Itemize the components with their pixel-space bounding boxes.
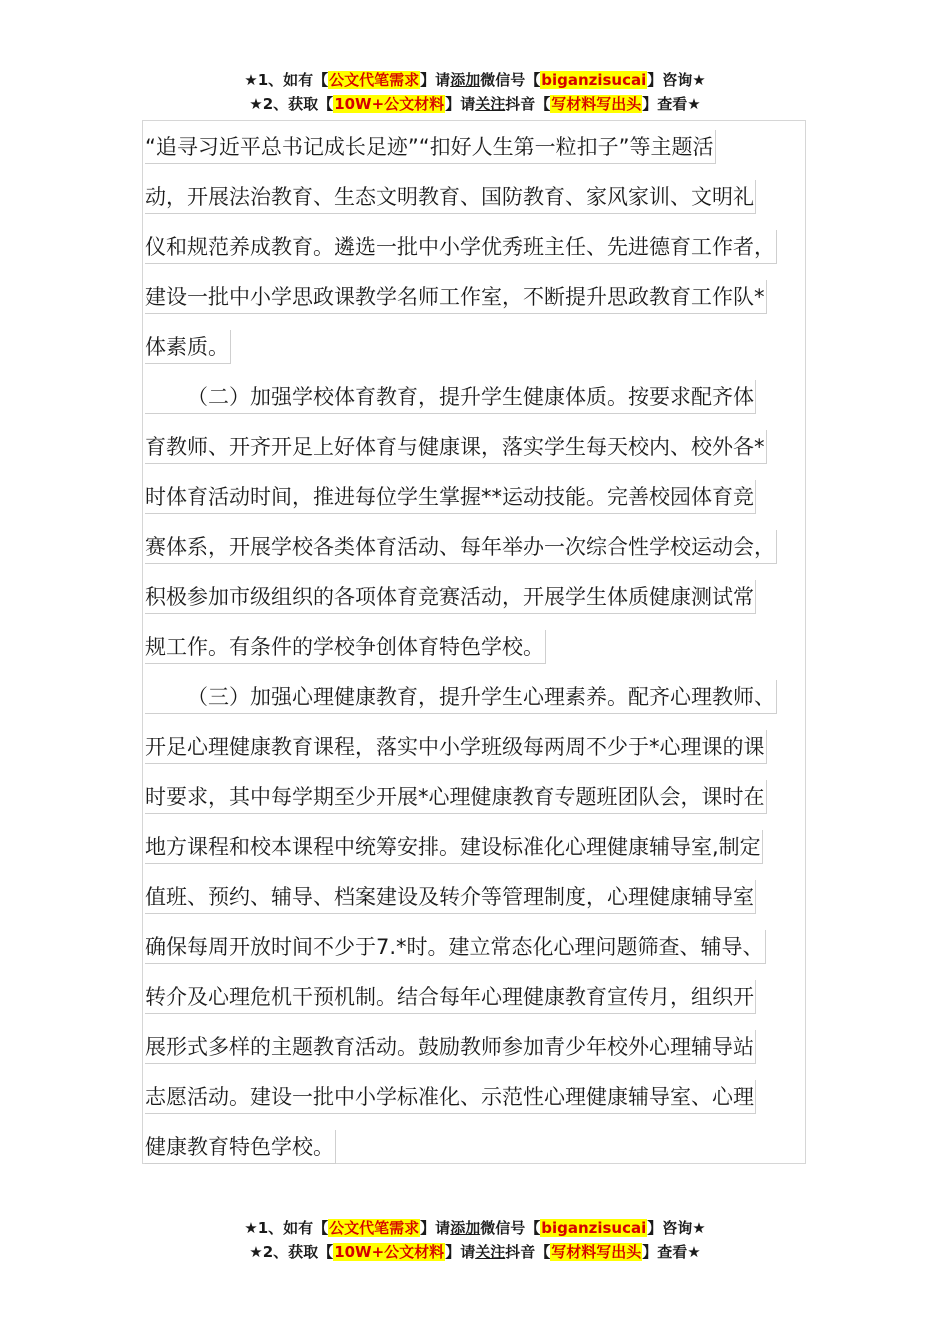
text-line: 展形式多样的主题教育活动。鼓励教师参加青少年校外心理辅导站 xyxy=(145,1030,756,1064)
banner-text: 抖音【 xyxy=(505,1243,551,1261)
text-line: 志愿活动。建设一批中小学标准化、示范性心理健康辅导室、心理 xyxy=(145,1080,756,1114)
text-line: 开足心理健康教育课程，落实中小学班级每两周不少于*心理课的课 xyxy=(145,730,767,764)
banner-text: 抖音【 xyxy=(505,95,551,113)
banner-highlight: 写材料写出头 xyxy=(551,95,642,113)
banner-text: 】请 xyxy=(420,1219,451,1237)
banner-underline: 关注 xyxy=(475,1243,506,1261)
banner-text: 】请 xyxy=(420,71,451,89)
text-line: 动，开展法治教育、生态文明教育、国防教育、家风家训、文明礼 xyxy=(145,180,756,214)
banner-highlight: 10W+公文材料 xyxy=(334,1243,445,1261)
banner-line-2 xyxy=(0,1240,950,1264)
banner-highlight: 公文代笔需求 xyxy=(329,71,420,89)
banner-text: ★2、获取【 xyxy=(249,95,334,113)
banner-text: 】请 xyxy=(445,95,476,113)
banner-line-1 xyxy=(0,1216,950,1240)
text-line: 确保每周开放时间不少于7.*时。建立常态化心理问题筛查、辅导、 xyxy=(145,930,766,964)
banner-highlight: 写材料写出头 xyxy=(551,1243,642,1261)
banner-text: ★2、获取【 xyxy=(249,1243,334,1261)
text-line: 体素质。 xyxy=(145,330,231,364)
top-banner xyxy=(0,68,950,116)
banner-highlight: biganzisucai xyxy=(541,71,647,89)
banner-text: 】查看★ xyxy=(642,95,701,113)
banner-text: 】请 xyxy=(445,1243,476,1261)
text-line: 育教师、开齐开足上好体育与健康课，落实学生每天校内、校外各* xyxy=(145,430,767,464)
text-line: 转介及心理危机干预机制。结合每年心理健康教育宣传月，组织开 xyxy=(145,980,756,1014)
banner-text: 】查看★ xyxy=(642,1243,701,1261)
text-line: 地方课程和校本课程中统筹安排。建设标准化心理健康辅导室,制定 xyxy=(145,830,763,864)
text-line: 健康教育特色学校。 xyxy=(145,1130,336,1164)
text-line: “追寻习近平总书记成长足迹”“扣好人生第一粒扣子”等主题活 xyxy=(145,130,716,164)
bottom-banner xyxy=(0,1216,950,1264)
banner-underline: 添加 xyxy=(450,1219,481,1237)
banner-underline: 添加 xyxy=(450,71,481,89)
text-line: 时要求，其中每学期至少开展*心理健康教育专题班团队会，课时在 xyxy=(145,780,767,814)
text-line: （三）加强心理健康教育，提升学生心理素养。配齐心理教师、 xyxy=(145,680,777,714)
text-line: 建设一批中小学思政课教学名师工作室，不断提升思政教育工作队* xyxy=(145,280,767,314)
text-line: （二）加强学校体育教育，提升学生健康体质。按要求配齐体 xyxy=(145,380,756,414)
text-line: 时体育活动时间，推进每位学生掌握**运动技能。完善校园体育竞 xyxy=(145,480,756,514)
banner-text: 微信号【 xyxy=(480,1219,541,1237)
banner-text: 微信号【 xyxy=(480,71,541,89)
banner-text: 】咨询★ xyxy=(647,1219,706,1237)
banner-text: ★1、如有【 xyxy=(244,1219,329,1237)
text-line: 值班、预约、辅导、档案建设及转介等管理制度，心理健康辅导室 xyxy=(145,880,756,914)
banner-text: ★1、如有【 xyxy=(244,71,329,89)
banner-highlight: 10W+公文材料 xyxy=(334,95,445,113)
banner-highlight: biganzisucai xyxy=(541,1219,647,1237)
banner-highlight: 公文代笔需求 xyxy=(329,1219,420,1237)
text-line: 积极参加市级组织的各项体育竞赛活动，开展学生体质健康测试常 xyxy=(145,580,756,614)
banner-line-1 xyxy=(0,68,950,92)
text-line: 赛体系，开展学校各类体育活动、每年举办一次综合性学校运动会， xyxy=(145,530,777,564)
text-line: 规工作。有条件的学校争创体育特色学校。 xyxy=(145,630,546,664)
banner-underline: 关注 xyxy=(475,95,506,113)
banner-line-2 xyxy=(0,92,950,116)
text-line: 仪和规范养成教育。遴选一批中小学优秀班主任、先进德育工作者， xyxy=(145,230,777,264)
banner-text: 】咨询★ xyxy=(647,71,706,89)
